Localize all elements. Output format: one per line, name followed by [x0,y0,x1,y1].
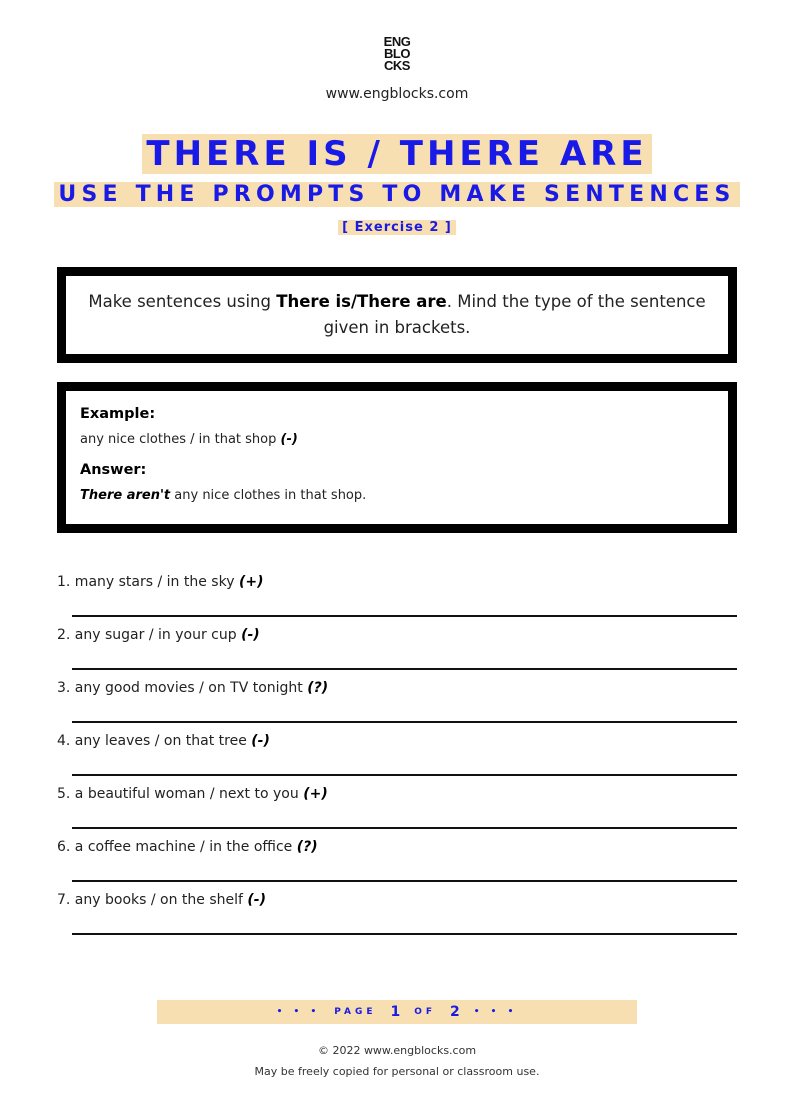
example-answer-rest: any nice clothes in that shop. [170,488,367,503]
answer-line[interactable] [72,721,737,723]
example-box [57,382,737,533]
question-type: (-) [247,892,267,908]
answer-line[interactable] [72,880,737,882]
instruction-text [82,289,712,341]
question-item [57,573,737,591]
answer-line[interactable] [72,827,737,829]
question-type: (?) [307,680,329,696]
question-item [57,732,737,750]
pager-dots-left: • • • [276,1007,321,1017]
question-item [57,626,737,644]
question-item [57,785,737,803]
question-text: 2. any sugar / in your cup [57,627,242,643]
question-item [57,838,737,856]
title-text: THERE IS / THERE ARE [142,134,651,174]
site-url[interactable]: www.engblocks.com [325,86,469,102]
worksheet-title [0,134,794,174]
pager-of-word: OF [414,1007,437,1017]
example-answer [80,487,714,505]
answer-line[interactable] [72,615,737,617]
question-text: 5. a beautiful woman / next to you [57,786,304,802]
logo-line-1: ENG [383,34,411,49]
pager-page-word: PAGE [334,1007,377,1017]
question-text: 7. any books / on the shelf [57,892,248,908]
question-type: (-) [251,733,270,749]
example-prompt-text: any nice clothes / in that shop [80,432,281,447]
subtitle-text: USE THE PROMPTS TO MAKE SENTENCES [54,182,739,207]
question-item [57,891,737,909]
instruction-after: . Mind the type of the sentence given in brackets. [323,292,706,337]
example-prompt [80,431,714,449]
example-prompt-type: (-) [280,432,298,447]
question-type: (+) [303,786,328,802]
instruction-before: Make sentences using [88,292,277,311]
pager-total: 2 [450,1004,460,1020]
question-text: 6. a coffee machine / in the office [57,839,297,855]
copyright: © 2022 www.engblocks.com [317,1044,477,1057]
example-answer-bold: There aren't [80,488,171,503]
license-note: May be freely copied for personal or classroom use. [254,1065,540,1078]
question-type: (+) [238,574,264,590]
answer-line[interactable] [72,933,737,935]
page-indicator [157,1000,637,1024]
question-type: (?) [296,839,318,855]
instruction-box [57,267,737,363]
question-text: 4. any leaves / on that tree [57,733,252,749]
logo-line-2: BLO [384,46,410,61]
logo-line-3: CKS [384,58,410,73]
answer-heading: Answer: [80,462,147,478]
question-text: 3. any good movies / on TV tonight [57,680,308,696]
example-heading: Example: [80,406,156,422]
exercise-label [0,216,794,235]
question-item [57,679,737,697]
worksheet-subtitle [0,180,794,210]
exercise-text: [ Exercise 2 ] [338,220,456,235]
pager-dots-right: • • • [473,1007,518,1017]
question-text: 1. many stars / in the sky [57,574,239,590]
question-type: (-) [241,627,260,643]
answer-line[interactable] [72,774,737,776]
engblocks-logo [0,36,794,72]
pager-current: 1 [390,1004,401,1020]
answer-line[interactable] [72,668,737,670]
instruction-bold: There is/There are [276,292,447,311]
